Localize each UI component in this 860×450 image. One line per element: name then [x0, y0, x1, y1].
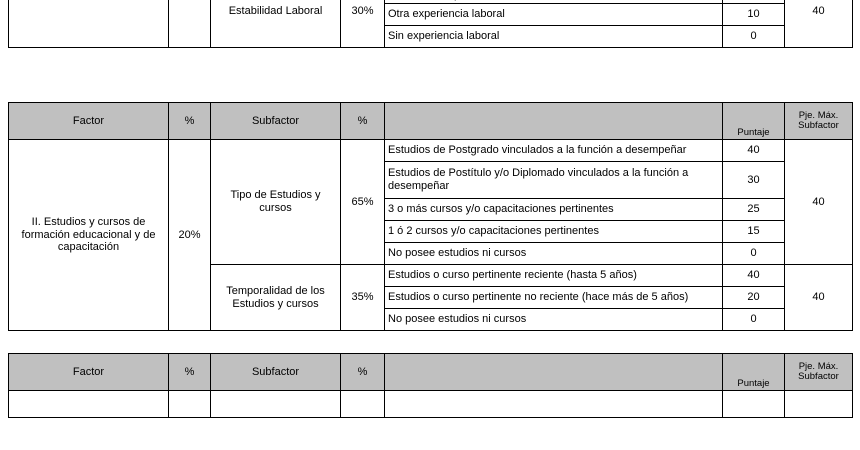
table-header-row [9, 354, 853, 391]
subfactor-pct: 65% [341, 140, 385, 265]
table-spacer-2 [0, 331, 860, 353]
header-pct2: % [341, 354, 385, 391]
factor-cell [9, 0, 169, 48]
table-header-row [9, 103, 853, 140]
factor-pct-cell [169, 0, 211, 48]
criterion-description: 3 o más cursos y/o capacitaciones pertinentes [385, 199, 723, 221]
criterion-score: 15 [723, 221, 785, 243]
table-estudios-cursos [8, 102, 853, 331]
subfactor-name: Temporalidad de los Estudios y cursos [211, 265, 341, 331]
criterion-score: 10 [723, 4, 785, 26]
header-factor: Factor [9, 354, 169, 391]
header-pje-max-line1: Pje. Máx. [798, 109, 839, 121]
factor-pct-cell [169, 391, 211, 418]
subfactor-max-score: 40 [785, 140, 853, 265]
criterion-description: No posee estudios ni cursos [385, 243, 723, 265]
criterion-description [385, 391, 723, 418]
header-description [385, 354, 723, 391]
header-pje-max-line1: Pje. Máx. [798, 360, 839, 372]
criterion-score: 25 [723, 199, 785, 221]
criterion-score: 0 [723, 309, 785, 331]
table-spacer [0, 80, 860, 102]
header-subfactor: Subfactor [211, 103, 341, 140]
header-puntaje: Puntaje [723, 354, 785, 391]
subfactor-max-score: 40 [785, 0, 853, 48]
criterion-description: No posee estudios ni cursos [385, 309, 723, 331]
factor-cell [9, 391, 169, 418]
subfactor-max-score: 40 [785, 265, 853, 331]
table-row [9, 140, 853, 162]
table-row [9, 391, 853, 418]
header-pct2: % [341, 103, 385, 140]
subfactor-pct [341, 391, 385, 418]
criterion-description: Estudios de Postgrado vinculados a la función a desempeñar [385, 140, 723, 162]
subfactor-pct: 35% [341, 265, 385, 331]
criterion-score: 20 [723, 287, 785, 309]
criterion-score: 40 [723, 140, 785, 162]
factor-cell: II. Estudios y cursos de formación educacional y de capacitación [9, 140, 169, 331]
criterion-score: 0 [723, 243, 785, 265]
table-siguiente [8, 353, 853, 418]
criterion-score: 0 [723, 26, 785, 48]
criterion-description: Estudios o curso pertinente reciente (hasta 5 años) [385, 265, 723, 287]
header-puntaje: Puntaje [723, 103, 785, 140]
criterion-score [723, 391, 785, 418]
table-siguiente-clipped [0, 353, 860, 415]
subfactor-max-score [785, 391, 853, 418]
header-pje-max-line2: Subfactor [798, 120, 839, 131]
criterion-score: 30 [723, 162, 785, 199]
criterion-description: Estudios de Postítulo y/o Diplomado vinculados a la función a desempeñar [385, 162, 723, 199]
header-pje-max [785, 103, 853, 140]
header-pct: % [169, 354, 211, 391]
subfactor-pct: 30% [341, 0, 385, 48]
criterion-description: Estudios o curso pertinente no reciente (hace más de 5 años) [385, 287, 723, 309]
header-pct: % [169, 103, 211, 140]
header-pje-max [785, 354, 853, 391]
factor-pct-cell: 20% [169, 140, 211, 331]
criterion-description: 1 ó 2 cursos y/o capacitaciones pertinentes [385, 221, 723, 243]
header-factor: Factor [9, 103, 169, 140]
criterion-description: Otra experiencia laboral [385, 4, 723, 26]
header-pje-max-line2: Subfactor [798, 371, 839, 382]
subfactor-name [211, 391, 341, 418]
table-estabilidad-laboral-clipped [0, 0, 860, 80]
criterion-description: Sin experiencia laboral [385, 26, 723, 48]
header-description [385, 103, 723, 140]
criterion-score: 40 [723, 265, 785, 287]
subfactor-name: Tipo de Estudios y cursos [211, 140, 341, 265]
subfactor-name: Estabilidad Laboral [211, 0, 341, 48]
header-subfactor: Subfactor [211, 354, 341, 391]
table-estabilidad-laboral [8, 0, 853, 48]
